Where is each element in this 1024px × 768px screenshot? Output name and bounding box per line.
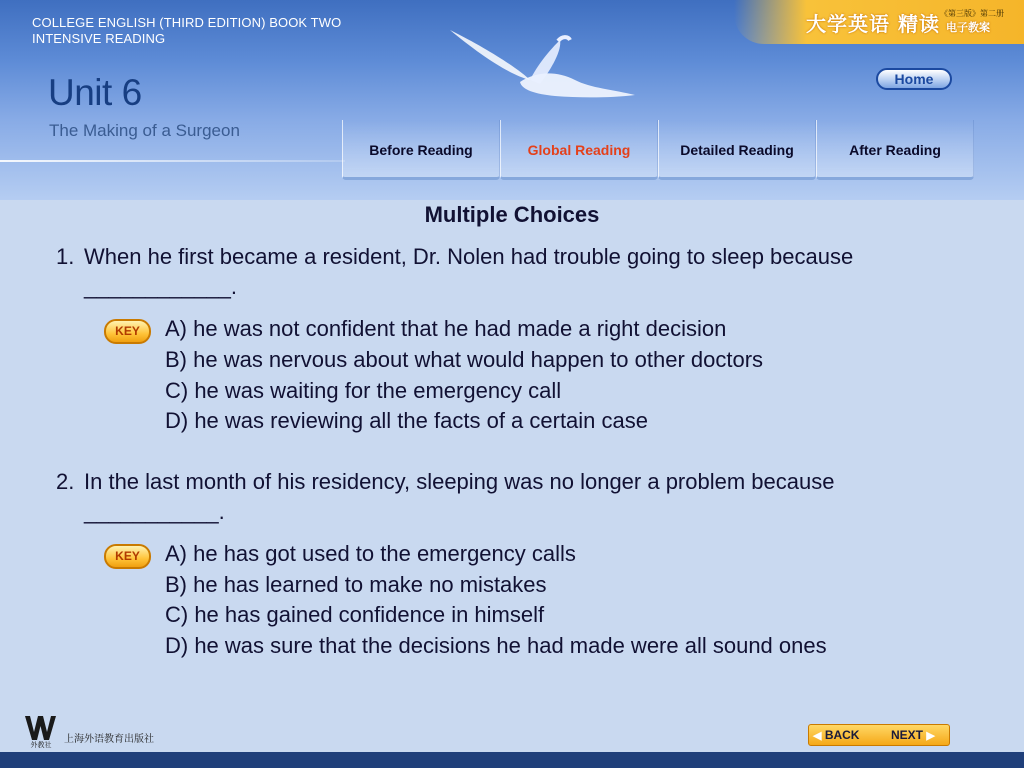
tab-global-reading[interactable]: Global Reading <box>500 120 658 180</box>
back-label: BACK <box>824 728 860 742</box>
publisher-name: 上海外语教育出版社 <box>64 734 154 745</box>
brand-banner <box>734 0 1024 44</box>
brand-edition: 《第三版》第二册 <box>940 9 1004 18</box>
question-number: 1. <box>56 244 75 269</box>
brand-title: 大学英语 精读 <box>806 12 940 36</box>
next-arrow-icon: ▶ <box>926 730 935 742</box>
unit-subtitle: The Making of a Surgeon <box>49 121 240 140</box>
header-banner <box>0 0 1024 200</box>
next-button[interactable] <box>891 725 935 745</box>
next-label: NEXT <box>891 728 924 742</box>
page-title: Multiple Choices <box>424 202 600 227</box>
home-button[interactable]: Home <box>876 68 952 90</box>
question-text: In the last month of his residency, sleeping was no longer a problem because <box>84 469 835 494</box>
header-divider <box>0 160 345 162</box>
option-1d: D) he was reviewing all the facts of a certain case <box>165 408 649 433</box>
question-blank: ___________. <box>84 499 225 524</box>
option-1c: C) he was waiting for the emergency call <box>165 378 562 403</box>
tab-detailed-reading[interactable]: Detailed Reading <box>658 120 816 180</box>
unit-title: Unit 6 <box>48 72 142 113</box>
option-2b: B) he has learned to make no mistakes <box>165 572 547 597</box>
back-button[interactable] <box>813 725 859 745</box>
course-title-line2: INTENSIVE READING <box>32 31 166 46</box>
navigation-bar <box>808 724 950 746</box>
question-2 <box>56 467 996 527</box>
key-button-1[interactable]: KEY <box>104 319 151 344</box>
question-number: 2. <box>56 469 75 494</box>
option-1b: B) he was nervous about what would happen to other doctors <box>165 347 764 372</box>
brand-subtitle: 电子教案 <box>946 21 990 34</box>
tab-before-reading[interactable]: Before Reading <box>342 120 500 180</box>
option-2a: A) he has got used to the emergency calls <box>165 541 576 566</box>
course-title <box>32 15 372 47</box>
option-2c: C) he has gained confidence in himself <box>165 602 545 627</box>
course-title-line1: COLLEGE ENGLISH (THIRD EDITION) BOOK TWO <box>32 15 342 30</box>
publisher-logo-text: 外教社 <box>30 741 52 748</box>
publisher-logo <box>24 714 58 748</box>
question-1 <box>56 242 996 302</box>
tab-after-reading[interactable]: After Reading <box>816 120 974 180</box>
key-button-2[interactable]: KEY <box>104 544 151 569</box>
swan-illustration <box>440 10 640 110</box>
option-1a: A) he was not confident that he had made a right decision <box>165 316 727 341</box>
question-text: When he first became a resident, Dr. Nolen had trouble going to sleep because <box>84 244 854 269</box>
option-2d: D) he was sure that the decisions he had made were all sound ones <box>165 633 827 658</box>
back-arrow-icon: ◀ <box>813 730 822 742</box>
question-blank: ____________. <box>84 274 237 299</box>
footer-bar <box>0 752 1024 768</box>
